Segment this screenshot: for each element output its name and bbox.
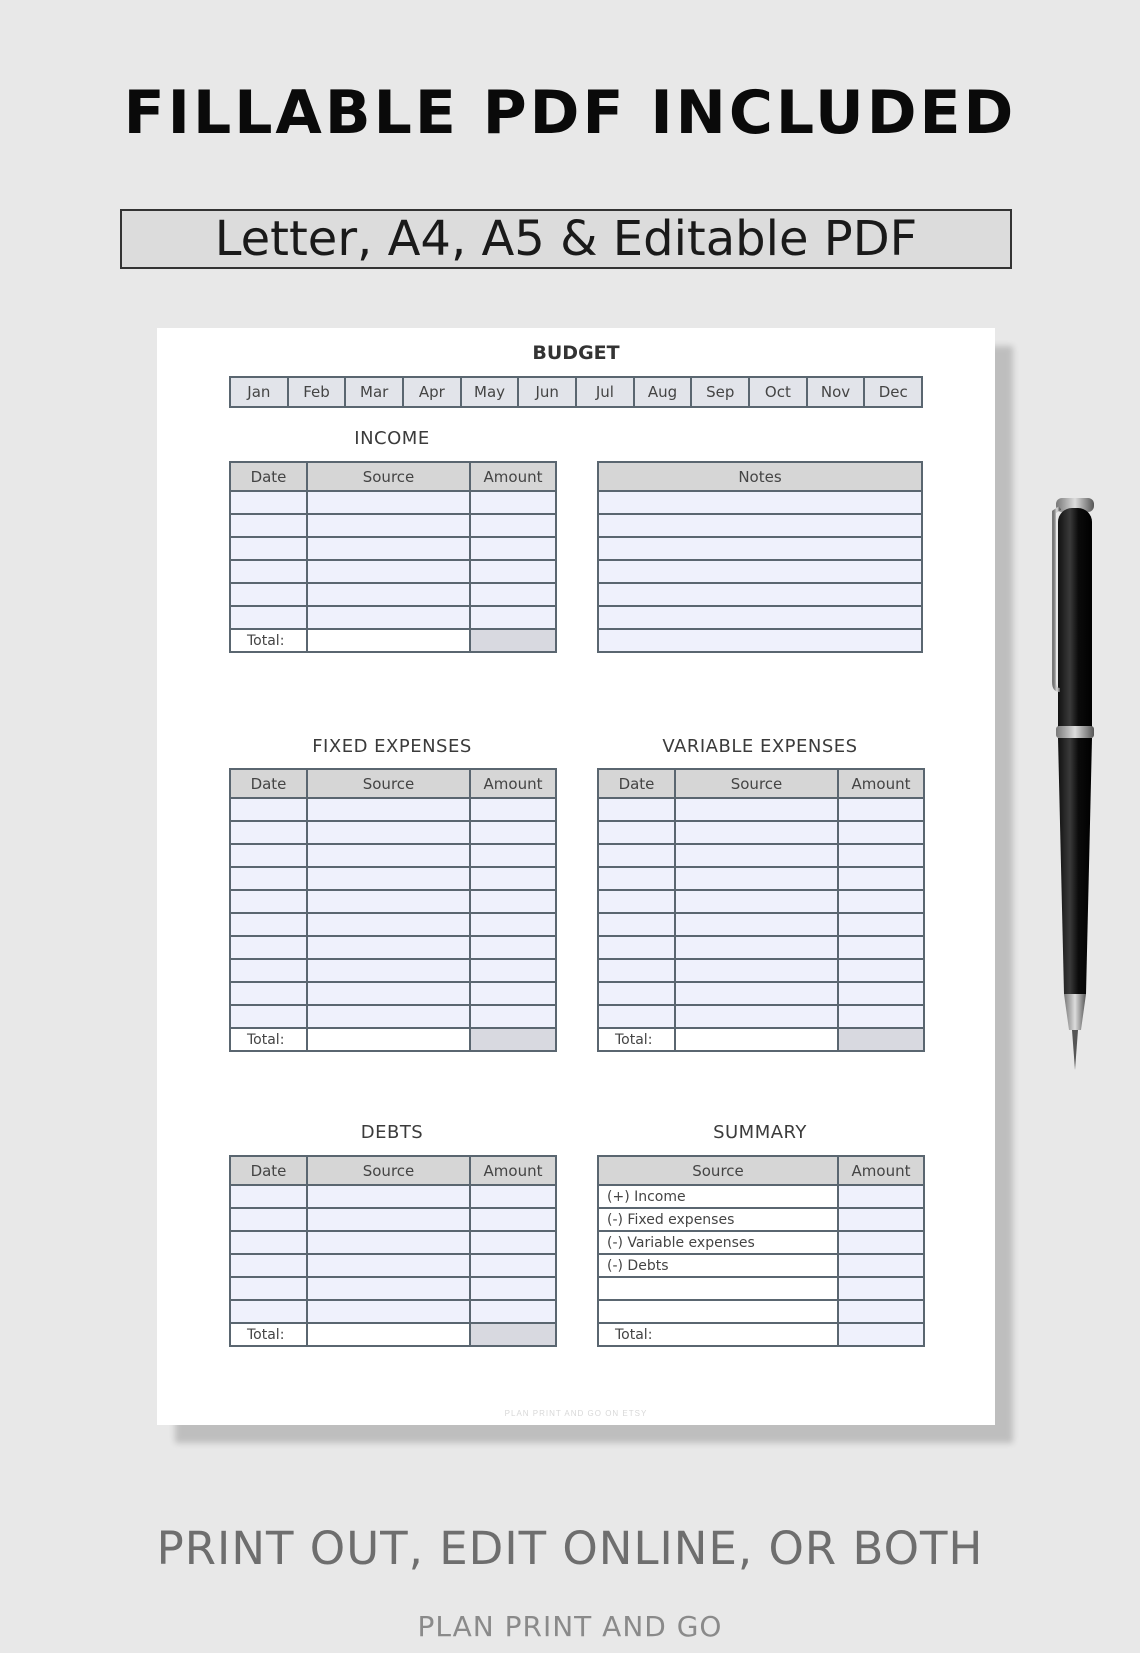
income-date-cell[interactable] [230,583,307,606]
variable-source-header: Source [675,769,838,798]
month-jan[interactable]: Jan [247,383,271,401]
income-date-header: Date [230,462,307,491]
fixed-total-field[interactable] [470,1028,556,1051]
debts-date-cell[interactable] [230,1300,307,1323]
variable-source-cell[interactable] [675,798,838,821]
summary-blank-amount[interactable] [838,1300,924,1323]
fixed-source-cell[interactable] [307,982,470,1005]
fixed-date-cell[interactable] [230,821,307,844]
variable-amount-cell[interactable] [838,890,924,913]
summary-variable-amount[interactable] [838,1231,924,1254]
fixed-source-cell[interactable] [307,821,470,844]
income-source-header: Source [307,462,470,491]
debts-amount-header: Amount [470,1156,556,1185]
fixed-total-label: Total: [230,1028,307,1051]
pen-barrel [1058,738,1092,994]
variable-amount-cell[interactable] [838,1005,924,1028]
debts-total-spacer [307,1323,470,1346]
variable-amount-cell[interactable] [838,798,924,821]
variable-source-cell[interactable] [675,936,838,959]
fixed-source-cell[interactable] [307,867,470,890]
summary-blank-row [598,1277,838,1300]
month-selector [229,376,923,408]
debts-source-header: Source [307,1156,470,1185]
notes-line[interactable] [598,560,922,583]
month-oct[interactable]: Oct [748,378,806,406]
income-amount-cell[interactable] [470,583,556,606]
brand-name: PLAN PRINT AND GO [417,1610,723,1643]
income-date-cell[interactable] [230,560,307,583]
variable-amount-cell[interactable] [838,982,924,1005]
formats-banner [120,209,1012,269]
pen-cap [1058,508,1092,744]
month-nov[interactable]: Nov [806,378,864,406]
income-total-spacer [307,629,470,652]
variable-source-cell[interactable] [675,844,838,867]
debts-table [229,1155,557,1347]
income-source-cell[interactable] [307,606,470,629]
fixed-date-cell[interactable] [230,913,307,936]
summary-label: SUMMARY [713,1122,807,1143]
variable-date-cell[interactable] [598,798,675,821]
fixed-expenses-table [229,768,557,1052]
bottom-tagline: PRINT OUT, EDIT ONLINE, OR BOTH [156,1522,984,1575]
month-mar[interactable]: Mar [344,378,402,406]
month-feb[interactable]: Feb [287,378,345,406]
variable-amount-cell[interactable] [838,959,924,982]
pen-tip [1072,1030,1078,1070]
summary-debts-label: (-) Debts [598,1254,838,1277]
variable-amount-cell[interactable] [838,844,924,867]
month-jul[interactable]: Jul [575,378,633,406]
month-jun[interactable]: Jun [517,378,575,406]
variable-date-cell[interactable] [598,844,675,867]
income-amount-cell[interactable] [470,606,556,629]
income-label: INCOME [354,428,430,449]
debts-amount-cell[interactable] [470,1208,556,1231]
debts-amount-cell[interactable] [470,1254,556,1277]
fixed-amount-cell[interactable] [470,913,556,936]
summary-income-label: (+) Income [598,1185,838,1208]
fixed-source-cell[interactable] [307,1005,470,1028]
pen-tip-cone [1064,994,1086,1030]
income-amount-header: Amount [470,462,556,491]
variable-date-cell[interactable] [598,867,675,890]
notes-header: Notes [598,462,922,491]
debts-date-cell[interactable] [230,1185,307,1208]
fixed-source-cell[interactable] [307,798,470,821]
summary-table [597,1155,925,1347]
headline: FILLABLE PDF INCLUDED [123,78,1017,148]
notes-line[interactable] [598,629,922,652]
variable-amount-cell[interactable] [838,821,924,844]
summary-fixed-amount[interactable] [838,1208,924,1231]
income-amount-cell[interactable] [470,560,556,583]
debts-source-cell[interactable] [307,1277,470,1300]
fixed-date-cell[interactable] [230,798,307,821]
income-total-label: Total: [230,629,307,652]
fixed-amount-cell[interactable] [470,1005,556,1028]
debts-source-cell[interactable] [307,1185,470,1208]
variable-source-cell[interactable] [675,982,838,1005]
fixed-date-cell[interactable] [230,936,307,959]
summary-source-header: Source [598,1156,838,1185]
variable-source-cell[interactable] [675,913,838,936]
month-dec[interactable]: Dec [863,378,921,406]
income-table [229,461,557,653]
income-amount-cell[interactable] [470,514,556,537]
fixed-amount-cell[interactable] [470,959,556,982]
fixed-date-cell[interactable] [230,982,307,1005]
fixed-amount-cell[interactable] [470,844,556,867]
fixed-total-spacer [307,1028,470,1051]
fixed-date-cell[interactable] [230,1005,307,1028]
fixed-amount-cell[interactable] [470,821,556,844]
debts-total-field[interactable] [470,1323,556,1346]
variable-date-cell[interactable] [598,890,675,913]
income-source-cell[interactable] [307,583,470,606]
variable-date-cell[interactable] [598,1005,675,1028]
variable-date-header: Date [598,769,675,798]
summary-variable-label: (-) Variable expenses [598,1231,838,1254]
income-total-field[interactable] [470,629,556,652]
summary-income-amount[interactable] [838,1185,924,1208]
month-apr[interactable]: Apr [402,378,460,406]
summary-amount-header: Amount [838,1156,924,1185]
fixed-source-cell[interactable] [307,890,470,913]
debts-date-cell[interactable] [230,1254,307,1277]
summary-total-field[interactable] [838,1323,924,1346]
notes-line[interactable] [598,537,922,560]
variable-amount-cell[interactable] [838,867,924,890]
summary-blank-row [598,1300,838,1323]
variable-date-cell[interactable] [598,959,675,982]
notes-table [597,461,923,653]
fixed-date-cell[interactable] [230,959,307,982]
debts-amount-cell[interactable] [470,1300,556,1323]
pen-ring [1056,726,1094,738]
notes-line[interactable] [598,606,922,629]
variable-total-field[interactable] [838,1028,924,1051]
fixed-date-cell[interactable] [230,890,307,913]
variable-date-cell[interactable] [598,821,675,844]
notes-line[interactable] [598,491,922,514]
debts-source-cell[interactable] [307,1254,470,1277]
income-date-cell[interactable] [230,606,307,629]
fixed-date-cell[interactable] [230,867,307,890]
fixed-amount-header: Amount [470,769,556,798]
fixed-date-header: Date [230,769,307,798]
month-aug[interactable]: Aug [633,378,691,406]
debts-amount-cell[interactable] [470,1231,556,1254]
debts-date-cell[interactable] [230,1208,307,1231]
variable-source-cell[interactable] [675,821,838,844]
income-source-cell[interactable] [307,491,470,514]
month-may[interactable]: May [460,378,518,406]
fixed-amount-cell[interactable] [470,890,556,913]
page-footer: PLAN PRINT AND GO ON ETSY [504,1409,648,1418]
variable-date-cell[interactable] [598,936,675,959]
fixed-amount-cell[interactable] [470,867,556,890]
variable-expenses-label: VARIABLE EXPENSES [662,736,858,757]
debts-source-cell[interactable] [307,1208,470,1231]
fixed-amount-cell[interactable] [470,798,556,821]
formats-text: Letter, A4, A5 & Editable PDF [214,211,918,267]
fixed-amount-cell[interactable] [470,982,556,1005]
income-source-cell[interactable] [307,537,470,560]
income-date-cell[interactable] [230,514,307,537]
fixed-source-header: Source [307,769,470,798]
variable-source-cell[interactable] [675,867,838,890]
fixed-source-cell[interactable] [307,913,470,936]
variable-total-spacer [675,1028,838,1051]
fixed-source-cell[interactable] [307,936,470,959]
notes-line[interactable] [598,583,922,606]
variable-amount-cell[interactable] [838,913,924,936]
debts-total-label: Total: [230,1323,307,1346]
fixed-date-cell[interactable] [230,844,307,867]
summary-blank-amount[interactable] [838,1277,924,1300]
debts-date-cell[interactable] [230,1277,307,1300]
income-date-cell[interactable] [230,491,307,514]
income-source-cell[interactable] [307,514,470,537]
variable-source-cell[interactable] [675,959,838,982]
variable-source-cell[interactable] [675,890,838,913]
income-source-cell[interactable] [307,560,470,583]
variable-amount-cell[interactable] [838,936,924,959]
fixed-expenses-label: FIXED EXPENSES [312,736,472,757]
pen-icon [1048,494,1106,1074]
variable-total-label: Total: [598,1028,675,1051]
summary-total-label: Total: [598,1323,838,1346]
debts-date-header: Date [230,1156,307,1185]
debts-amount-cell[interactable] [470,1277,556,1300]
fixed-source-cell[interactable] [307,844,470,867]
variable-expenses-table [597,768,925,1052]
fixed-amount-cell[interactable] [470,936,556,959]
budget-page [157,328,995,1425]
income-amount-cell[interactable] [470,491,556,514]
variable-source-cell[interactable] [675,1005,838,1028]
page-title: BUDGET [532,342,620,364]
debts-source-cell[interactable] [307,1231,470,1254]
variable-amount-header: Amount [838,769,924,798]
debts-label: DEBTS [360,1122,424,1143]
income-date-cell[interactable] [230,537,307,560]
fixed-source-cell[interactable] [307,959,470,982]
notes-line[interactable] [598,514,922,537]
debts-date-cell[interactable] [230,1231,307,1254]
variable-date-cell[interactable] [598,982,675,1005]
variable-date-cell[interactable] [598,913,675,936]
summary-debts-amount[interactable] [838,1254,924,1277]
summary-fixed-label: (-) Fixed expenses [598,1208,838,1231]
debts-amount-cell[interactable] [470,1185,556,1208]
debts-source-cell[interactable] [307,1300,470,1323]
income-amount-cell[interactable] [470,537,556,560]
month-sep[interactable]: Sep [690,378,748,406]
